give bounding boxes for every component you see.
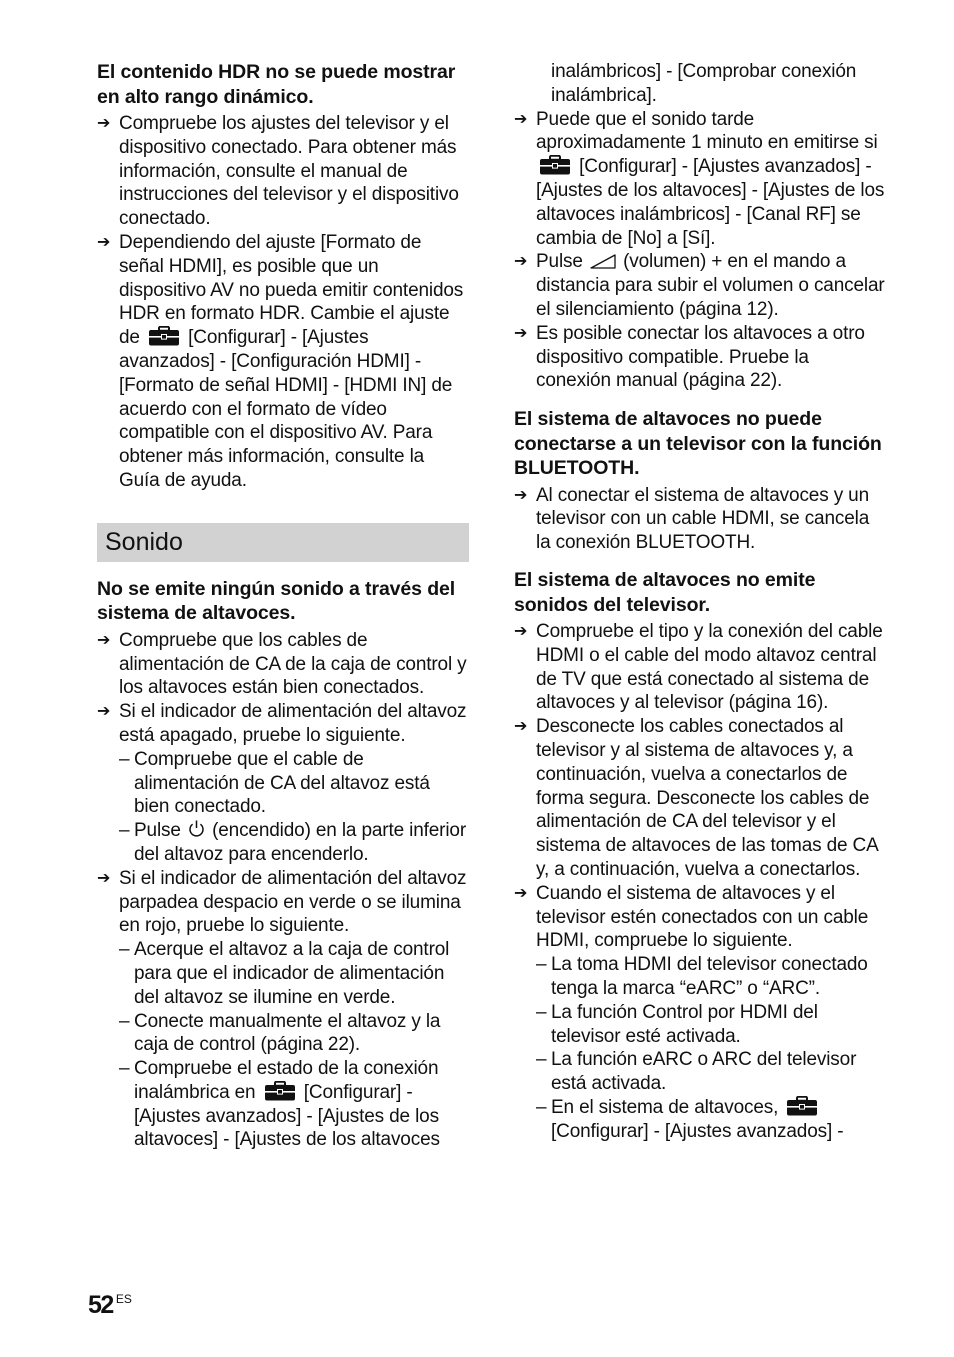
- bluetooth-bullet-list: [514, 484, 886, 555]
- bullet-text: Puede que el sonido tarde aproximadamente 1 minuto en emitirse si: [536, 108, 878, 154]
- hdr-heading: El contenido HDR no se puede mostrar en alto rango dinámico.: [97, 61, 456, 108]
- dash-marker: –: [536, 1001, 547, 1023]
- list-item: [514, 882, 886, 1144]
- list-item: [514, 108, 886, 251]
- arrow-icon: ➔: [514, 884, 528, 902]
- dash-marker: –: [119, 1010, 130, 1032]
- sub-text: Compruebe que el cable de alimentación de CA del altavoz está bien conectado.: [134, 748, 430, 818]
- language-code: ES: [115, 1292, 132, 1306]
- sub-text: Pulse: [134, 820, 181, 842]
- list-item: [97, 867, 469, 1153]
- bullet-text: Cuando el sistema de altavoces y el televisor estén conectados con un cable HDMI, compruebe lo siguiente.: [536, 882, 869, 952]
- toolbox-icon: [539, 155, 571, 175]
- sub-text: Acerque el altavoz a la caja de control para que el indicador de alimentación del altavoz se ilumine en verde.: [134, 939, 450, 1008]
- hdr-bullet-list: [97, 112, 469, 493]
- arrow-icon: ➔: [97, 869, 111, 887]
- dash-marker: –: [119, 820, 130, 842]
- sub-text: [Configurar] - [Ajustes avanzados] - [Ajustes de los altavoces] - [Ajustes de los altavoces: [134, 1081, 440, 1151]
- sub-text: La función Control por HDMI del televisor esté activada.: [551, 1001, 818, 1047]
- sub-item: [119, 819, 469, 867]
- sub-text: (encendido) en la parte inferior del altavoz para encenderlo.: [134, 820, 467, 865]
- section-title: Sonido: [97, 523, 469, 562]
- bullet-text: (volumen) + en el mando a distancia para subir el volumen o cancelar el silenciamiento (página 12).: [536, 251, 885, 320]
- toolbox-icon: [264, 1081, 296, 1101]
- sub-text: Conecte manualmente el altavoz y la caja de control (página 22).: [134, 1010, 441, 1056]
- arrow-icon: ➔: [97, 115, 111, 132]
- bullet-text: Compruebe los ajustes del televisor y el dispositivo conectado. Para obtener más información, consulte el manual de instrucciones del televisor y el dispositivo conectado.: [119, 113, 459, 230]
- bullet-text: Compruebe el tipo y la conexión del cable HDMI o el cable del modo altavoz central de TV que está conectado al sistema de altavoces y al televisor (página 16).: [536, 621, 883, 714]
- no-sound-bullet-list: [97, 629, 469, 1153]
- tv-sound-bullet-list: [514, 620, 886, 1144]
- list-item: [97, 629, 469, 700]
- tv-sound-heading: El sistema de altavoces no emite sonidos del televisor.: [514, 569, 816, 616]
- no-sound-heading: No se emite ningún sonido a través del sistema de altavoces.: [97, 577, 456, 625]
- arrow-icon: ➔: [514, 623, 528, 641]
- sub-item: [536, 1096, 886, 1144]
- page-number-value: 52: [88, 1291, 113, 1319]
- dash-marker: –: [119, 748, 130, 770]
- bullet-text: Compruebe que los cables de alimentación de CA de la caja de control y los altavoces están bien conectados.: [119, 629, 467, 699]
- sub-item: [536, 1001, 886, 1049]
- list-item: [514, 322, 886, 393]
- sub-text: La función eARC o ARC del televisor está activada.: [551, 1049, 857, 1095]
- list-item: [514, 620, 886, 715]
- dash-marker: –: [536, 1049, 547, 1071]
- sub-list: [119, 938, 469, 1152]
- bullet-text: [Configurar] - [Ajustes avanzados] - [Ajustes de los altavoces] - [Ajustes de los altavoces inalámbricos] - [Canal RF] se cambia de [No] a [Sí].: [536, 156, 885, 249]
- sub-item: [536, 1048, 886, 1096]
- sub-item: [119, 938, 469, 1009]
- list-item: [514, 250, 886, 321]
- continued-text: inalámbricos] - [Comprobar conexión inalámbrica].: [551, 61, 857, 106]
- toolbox-icon: [786, 1096, 818, 1116]
- bullet-text: Es posible conectar los altavoces a otro dispositivo compatible. Pruebe la conexión manual (página 22).: [536, 322, 865, 392]
- arrow-icon: ➔: [97, 233, 111, 251]
- page-number: [88, 1291, 132, 1320]
- bullet-text: Si el indicador de alimentación del altavoz está apagado, pruebe lo siguiente.: [119, 701, 467, 746]
- sub-text: La toma HDMI del televisor conectado tenga la marca “eARC” o “ARC”.: [551, 954, 868, 999]
- list-item: [97, 112, 469, 231]
- volume-icon: [590, 253, 616, 269]
- sub-text: En el sistema de altavoces,: [551, 1096, 779, 1118]
- bullet-text: Dependiendo del ajuste [Formato de señal HDMI], es posible que un dispositivo AV no pueda emitir contenidos HDR en formato HDR. Cambie el ajuste de: [119, 231, 464, 349]
- dash-marker: –: [536, 1096, 547, 1118]
- list-item: [97, 700, 469, 867]
- arrow-icon: ➔: [514, 110, 528, 128]
- bullet-text: [Configurar] - [Ajustes avanzados] - [Configuración HDMI] - [Formato de señal HDMI] - [HDMI IN] de acuerdo con el formato de vídeo compatible con el dispositivo AV. Para obtener más información, consulte la Guía de ayuda.: [119, 327, 453, 491]
- list-item-continued: [514, 60, 886, 108]
- arrow-icon: ➔: [97, 631, 111, 649]
- sub-item: [536, 953, 886, 1001]
- sub-list: [119, 748, 469, 867]
- sub-list: [536, 953, 886, 1143]
- sub-text: [Configurar] - [Ajustes avanzados] -: [551, 1120, 844, 1142]
- continued-bullet-list: [514, 60, 886, 393]
- arrow-icon: ➔: [514, 324, 528, 342]
- power-icon: [188, 819, 205, 838]
- list-item: [514, 715, 886, 882]
- dash-marker: –: [536, 954, 547, 976]
- arrow-icon: ➔: [514, 253, 528, 271]
- bullet-text: Desconecte los cables conectados al televisor y al sistema de altavoces y, a continuación, vuelva a conectarlos de forma segura. Desconecte los cables de alimentación de CA del televisor y el sistema de altavoces de las tomas de CA y, a continuación, vuelva a conectarlos.: [536, 716, 878, 881]
- arrow-icon: ➔: [514, 718, 528, 736]
- toolbox-icon: [148, 326, 180, 346]
- list-item: [97, 231, 469, 493]
- list-item: [514, 484, 886, 555]
- sub-item: [119, 1057, 469, 1152]
- arrow-icon: ➔: [514, 486, 528, 504]
- right-column: [514, 60, 886, 1144]
- sub-item: [119, 748, 469, 819]
- dash-marker: –: [119, 1058, 130, 1080]
- bullet-text: Al conectar el sistema de altavoces y un televisor con un cable HDMI, se cancela la conexión BLUETOOTH.: [536, 484, 870, 554]
- arrow-icon: ➔: [97, 703, 111, 721]
- bullet-text: Si el indicador de alimentación del altavoz parpadea despacio en verde o se ilumina en rojo, pruebe lo siguiente.: [119, 867, 467, 937]
- left-column: [97, 60, 469, 1152]
- sub-text: Compruebe el estado de la conexión inalámbrica en: [134, 1058, 439, 1103]
- bluetooth-heading: El sistema de altavoces no puede conectarse a un televisor con la función BLUETOOTH.: [514, 408, 882, 480]
- dash-marker: –: [119, 939, 130, 961]
- bullet-text: Pulse: [536, 251, 583, 273]
- sub-item: [119, 1010, 469, 1058]
